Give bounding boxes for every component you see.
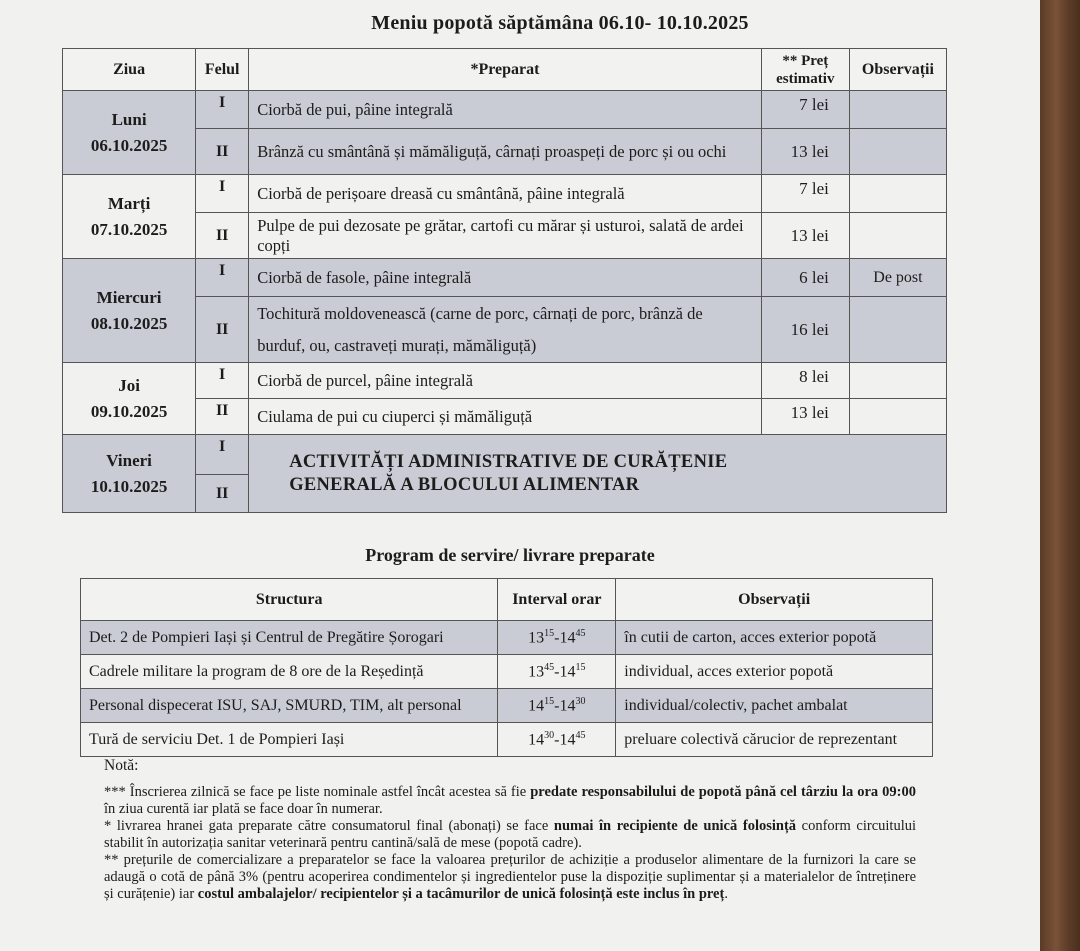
interval-cell: $13^{15}-14^{45}$ [498, 621, 616, 655]
day-date: 06.10.2025 [90, 135, 168, 155]
day-date: 10.10.2025 [90, 476, 168, 496]
notes-section [104, 757, 916, 903]
obs-cell [849, 129, 946, 175]
dish-cell: Pulpe de pui dezosate pe grătar, cartofi cu mărar și usturoi, salată de ardei copți [249, 213, 762, 259]
price-cell: 6 lei [761, 259, 849, 297]
menu-table [62, 48, 947, 513]
felul-cell: I [196, 259, 249, 297]
menu-header-row [63, 49, 947, 91]
price-cell: 7 lei [761, 91, 849, 129]
interval-cell: $13^{45}-14^{15}$ [498, 655, 616, 689]
felul-cell: I [196, 91, 249, 129]
obs-cell: în cutii de carton, acces exterior popotă [616, 621, 933, 655]
obs-cell [849, 175, 946, 213]
menu-row [63, 175, 947, 213]
day-date: 08.10.2025 [90, 313, 168, 333]
page-title: Meniu popotă săptămâna 06.10- 10.10.2025 [371, 12, 749, 34]
felul-cell: II [196, 297, 249, 363]
dish-cell: Brânză cu smântână și mămăliguță, cârnați proaspeți de porc și ou ochi [249, 129, 762, 175]
note-registration: *** Înscrierea zilnică se face pe liste nominale astfel încât acestea să fie predate responsabilului de popotă până cel târziu la ora 09:00 în ziua curentă iar plată se face doar în numerar. [104, 784, 916, 817]
obs-cell [849, 91, 946, 129]
menu-row [63, 91, 947, 129]
header-ziua: Ziua [63, 49, 196, 91]
obs-cell: individual, acces exterior popotă [616, 655, 933, 689]
obs-cell [849, 399, 946, 435]
obs-cell [849, 297, 946, 363]
dish-cell: Ciorbă de perișoare dreasă cu smântână, pâine integrală [249, 175, 762, 213]
menu-row [63, 129, 947, 175]
day-cell [63, 91, 196, 175]
menu-row [63, 363, 947, 399]
menu-row [63, 297, 947, 363]
program-row [81, 655, 933, 689]
menu-row [63, 399, 947, 435]
felul-cell: II [196, 399, 249, 435]
dish-cell: Ciorbă de fasole, pâine integrală [249, 259, 762, 297]
header-felul: Felul [196, 49, 249, 91]
header-interval: Interval orar [498, 579, 616, 621]
felul-cell: I [196, 363, 249, 399]
program-row [81, 689, 933, 723]
felul-cell: II [196, 475, 249, 513]
interval-cell: $14^{30}-14^{45}$ [498, 723, 616, 757]
structura-cell: Cadrele militare la program de 8 ore de la Reședință [81, 655, 498, 689]
day-name: Vineri [106, 450, 152, 470]
header-pret: ** Preț estimativ [761, 49, 849, 91]
felul-cell: II [196, 129, 249, 175]
price-cell: 13 lei [761, 129, 849, 175]
price-cell: 8 lei [761, 363, 849, 399]
header-preparat: *Preparat [249, 49, 762, 91]
interval-cell: $14^{15}-14^{30}$ [498, 689, 616, 723]
obs-cell [849, 213, 946, 259]
day-cell [63, 259, 196, 363]
price-cell: 13 lei [761, 213, 849, 259]
note-delivery: * livrarea hranei gata preparate către consumatorul final (abonați) se face numai în recipiente de unică folosință conform circuitului stabilit în autorizația sanitar veterinară pentru cantină/sală de mese (popotă cadre). [104, 818, 917, 851]
price-cell: 13 lei [761, 399, 849, 435]
obs-cell: preluare colectivă cărucior de reprezentant [616, 723, 933, 757]
obs-cell [849, 363, 946, 399]
felul-cell: I [196, 435, 249, 475]
dish-cell: Ciulama de pui cu ciuperci și mămăliguță [249, 399, 762, 435]
day-name: Joi [118, 375, 140, 395]
price-cell: 16 lei [761, 297, 849, 363]
structura-cell: Tură de serviciu Det. 1 de Pompieri Iași [81, 723, 498, 757]
notes-label: Notă: [104, 757, 139, 774]
program-header-row [81, 579, 933, 621]
dish-cell: Ciorbă de purcel, pâine integrală [249, 363, 762, 399]
obs-cell: individual/colectiv, pachet ambalat [616, 689, 933, 723]
menu-row [63, 259, 947, 297]
menu-row [63, 213, 947, 259]
program-row [81, 621, 933, 655]
admin-activity-message [249, 435, 947, 513]
felul-cell: I [196, 175, 249, 213]
day-name: Marți [107, 193, 151, 213]
price-cell: 7 lei [761, 175, 849, 213]
dish-cell: Ciorbă de pui, pâine integrală [249, 91, 762, 129]
header-observatii: Observații [849, 49, 946, 91]
program-table [80, 578, 933, 757]
day-name: Luni [111, 109, 147, 129]
dish-cell: Tochitură moldovenească (carne de porc, cârnați de porc, brânză de burduf, ou, castraveți murați, mămăliguță) [249, 297, 762, 363]
admin-message-line: ACTIVITĂȚI ADMINISTRATIVE DE CURĂȚENIE [289, 451, 728, 472]
admin-message-line: GENERALĂ A BLOCULUI ALIMENTAR [289, 474, 640, 495]
background-surface [1040, 0, 1080, 951]
felul-cell: II [196, 213, 249, 259]
structura-cell: Det. 2 de Pompieri Iași și Centrul de Pregătire Șorogari [81, 621, 498, 655]
header-structura: Structura [81, 579, 498, 621]
day-date: 07.10.2025 [90, 219, 168, 239]
obs-cell: De post [849, 259, 946, 297]
day-date: 09.10.2025 [90, 401, 168, 421]
day-cell [63, 175, 196, 259]
header-observatii: Observații [616, 579, 933, 621]
day-name: Miercuri [96, 287, 162, 307]
structura-cell: Personal dispecerat ISU, SAJ, SMURD, TIM, alt personal [81, 689, 498, 723]
day-cell [63, 435, 196, 513]
day-cell [63, 363, 196, 435]
menu-row [63, 435, 947, 475]
note-pricing: ** prețurile de comercializare a preparatelor se face la valoarea prețurilor de achiziție a produselor alimentare de la furnizori la care se adaugă o cotă de până 3% (pentru acoperirea condimentelor și ingredientelor puse la dispoziție suplimentar și a materialelor de întreținere și curățenie) iar costul ambalajelor/ recipientelor și a tacâmurilor de unică folosință este inclus în preț. [104, 852, 916, 902]
program-row [81, 723, 933, 757]
program-title: Program de servire/ livrare preparate [365, 545, 655, 565]
